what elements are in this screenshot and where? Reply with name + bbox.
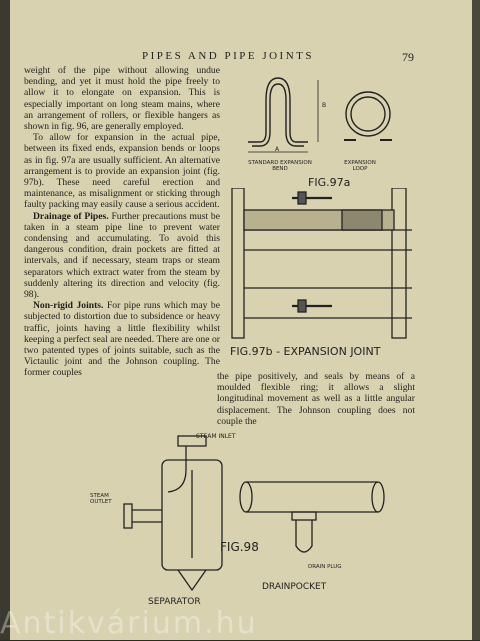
bend-label: STANDARD EXPANSION BEND bbox=[248, 160, 312, 172]
fig-97b-caption: FIG.97b - EXPANSION JOINT bbox=[230, 345, 381, 358]
drain-plug-label: DRAIN PLUG bbox=[308, 564, 342, 570]
book-page bbox=[10, 0, 472, 640]
dim-a-label: A bbox=[275, 146, 280, 153]
outlet-pipe bbox=[132, 510, 162, 522]
book-spine bbox=[0, 0, 10, 640]
paragraph-4-body: For pipe runs which may be subjected to distortion due to subsidence or heavy traffic, joints having a little flexibility whilst keeping a perfect seal are needed. There are one or two patented types of joints suitable, such as the Victaulic joint and the Johnson coupling. The former couples bbox=[24, 300, 220, 379]
top-nut bbox=[298, 192, 306, 204]
drain-cone bbox=[178, 570, 206, 590]
steam-inlet-label: STEAM INLET bbox=[196, 433, 236, 440]
fig-97a-caption: FIG.97a bbox=[308, 176, 351, 189]
paragraph-3 bbox=[24, 211, 220, 301]
paragraph-4 bbox=[24, 300, 220, 378]
paragraph-2: To allow for expansion in the actual pipe, between its fixed ends, expansion bends or loops as in fig. 97a are usually sufficient. An alternative arrangement is to provide an expansion joint (fig. 97b). These need careful erection and maintenance, as misalignment or sticking through faulty packing may easily cause a serious accident. bbox=[24, 132, 220, 211]
heading-drainage: Drainage of Pipes. bbox=[33, 210, 109, 222]
steam-outlet-label: STEAM OUTLET bbox=[90, 493, 112, 505]
drainpocket-label: DRAINPOCKET bbox=[262, 582, 327, 592]
dim-b-label: B bbox=[322, 102, 327, 109]
separator-label: SEPARATOR bbox=[148, 597, 201, 607]
watermark: Antikvárium.hu bbox=[0, 606, 258, 641]
tee-connector bbox=[292, 512, 316, 520]
bottom-nut bbox=[298, 300, 306, 312]
paragraph-right: the pipe positively, and seals by means of a moulded flexible ring; it allows a slight longitudinal movement as well as a little angular displacement. The Johnson coupling does not couple the bbox=[217, 371, 415, 427]
separator-drawing bbox=[88, 430, 238, 600]
paragraph-3-body: Further precautions must be taken in a steam pipe line to prevent water condensing and accumulating. To avoid this dangerous condition, drain pockets are fitted at intervals, and if necessary, steam traps or steam separators which extract water from the steam by suddenly altering its direction and velocity (fig. 98). bbox=[24, 210, 220, 301]
expansion-bend-inner bbox=[252, 84, 304, 146]
pipe-left-end bbox=[240, 482, 252, 512]
left-flange bbox=[232, 188, 244, 338]
right-column bbox=[217, 371, 415, 427]
page-number: 79 bbox=[402, 50, 414, 64]
running-header: PIPES AND PIPE JOINTS bbox=[142, 50, 314, 62]
pocket-body bbox=[296, 520, 312, 552]
outlet-flange bbox=[124, 504, 132, 528]
inlet-pipe bbox=[168, 446, 186, 492]
expansion-loop-outer bbox=[346, 92, 390, 136]
paragraph-1: weight of the pipe without allowing undue bending, and yet it must hold the pipe freely to allow it to elongate on expansion. This is especially important on long steam mains, where an arrangement of rollers, or flexible hangers as shown in fig. 96, are generally employed. bbox=[24, 65, 220, 133]
fig-97b-drawing bbox=[222, 188, 422, 343]
expansion-bend-path bbox=[248, 78, 308, 142]
drainpocket-drawing bbox=[238, 478, 388, 578]
heading-non-rigid: Non-rigid Joints. bbox=[33, 300, 104, 312]
main-pipe bbox=[246, 482, 378, 512]
loop-label: EXPANSION LOOP bbox=[344, 160, 376, 172]
pipe-right-end bbox=[372, 482, 384, 512]
left-column bbox=[24, 65, 220, 379]
fig-98-caption: FIG.98 bbox=[220, 540, 259, 554]
expansion-loop-inner bbox=[351, 97, 385, 131]
packing-gland bbox=[342, 210, 382, 230]
page-edge bbox=[472, 0, 480, 640]
